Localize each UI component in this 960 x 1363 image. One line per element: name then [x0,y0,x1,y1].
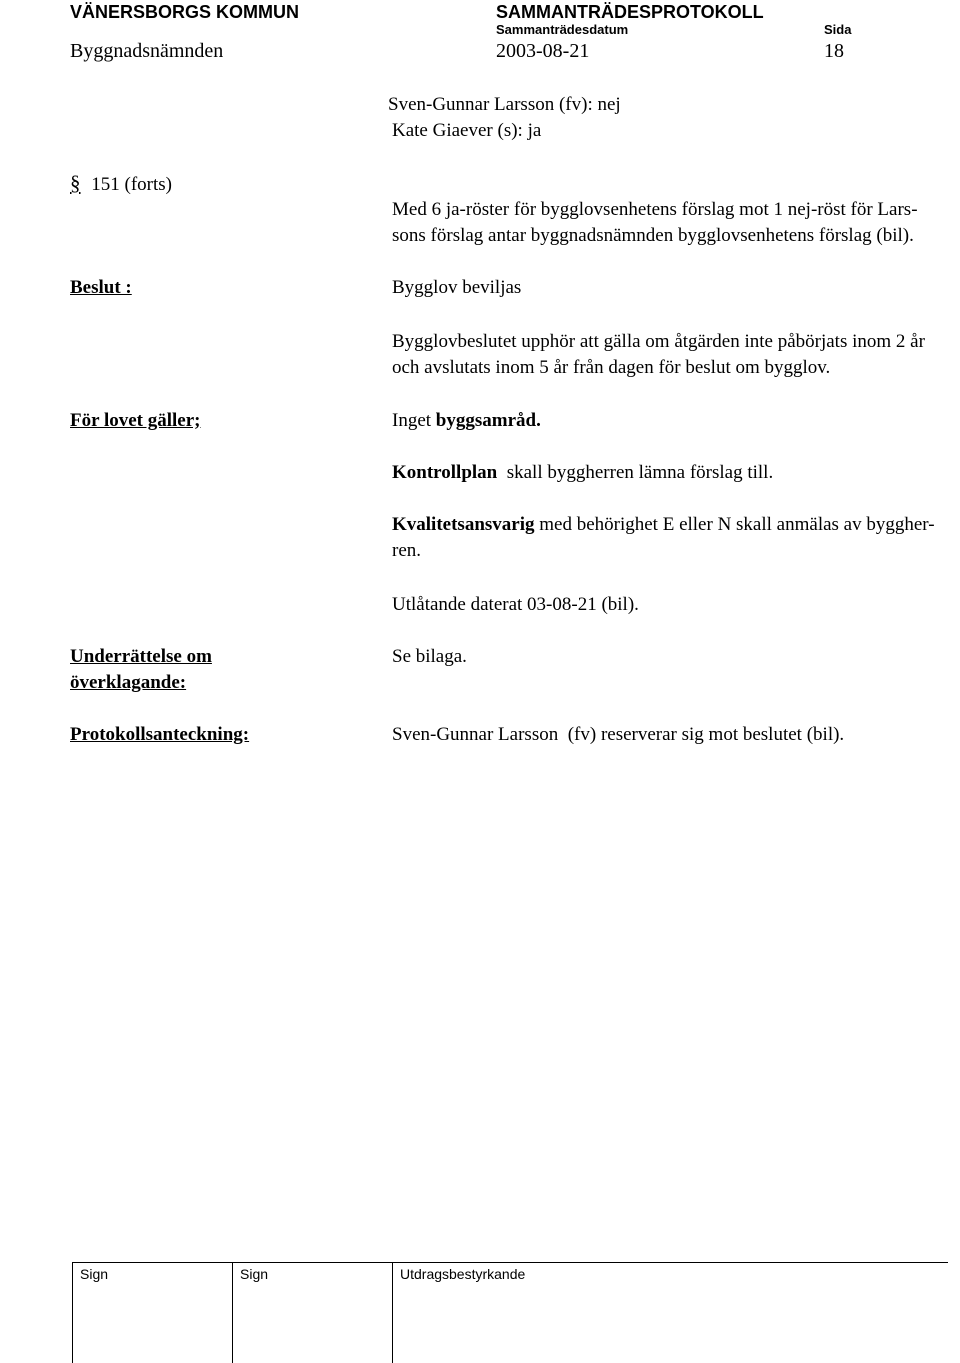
vote-result-line: sons förslag antar byggnadsnämnden bygglovsenhetens förslag (bil). [392,225,914,246]
section-symbol: § [70,171,81,195]
section-heading [70,170,172,198]
page-label: Sida [824,22,852,37]
protocol-note-text: Sven-Gunnar Larsson (fv) reserverar sig mot beslutet (bil). [392,724,845,745]
appeal-text: Se bilaga. [392,646,467,667]
vote-result-line: Med 6 ja-röster för bygglovsenhetens förslag mot 1 nej-röst för Lars- [392,199,918,220]
control-plan-term: Kontrollplan [392,462,498,483]
statement-note: Utlåtande daterat 03-08-21 (bil). [392,594,639,615]
quality-responsible-note [392,512,952,564]
committee-name: Byggnadsnämnden [70,40,224,62]
vote-line: Kate Giaever (s): ja [392,120,542,141]
consultation-bold: byggsamråd. [435,410,541,431]
sign-field-label: Sign [240,1266,269,1282]
meeting-date: 2003-08-21 [496,40,590,62]
vote-line: Sven-Gunnar Larsson (fv): nej [388,94,621,115]
footer-rule [72,1262,948,1263]
quality-responsible-text: med behörighet E eller N skall anmälas av byggher- [534,514,935,535]
conditions-label: För lovet gäller; [70,410,201,431]
footer-divider [392,1263,393,1363]
decision-label: Beslut : [70,277,132,298]
organization-name: VÄNERSBORGS KOMMUN [70,2,300,22]
appeal-label: Underrättelse om [70,646,212,667]
page-number: 18 [824,40,844,62]
footer-divider [232,1263,233,1363]
sign-field-label: Sign [80,1266,109,1282]
protocol-note-label: Protokollsanteckning: [70,724,250,745]
control-plan-note [392,460,773,486]
validity-text [392,329,952,381]
appeal-label-cont: överklagande: [70,672,187,693]
vote-result [392,197,952,249]
document-type: SAMMANTRÄDESPROTOKOLL [496,2,764,22]
consultation-prefix: Inget [392,410,436,431]
section-title: 151 (forts) [91,174,172,195]
date-label: Sammanträdesdatum [496,22,629,37]
validity-line: och avslutats inom 5 år från dagen för beslut om bygglov. [392,357,831,378]
quality-responsible-term: Kvalitetsansvarig [392,514,535,535]
consultation-note [392,408,541,434]
quality-responsible-text-cont: ren. [392,540,422,561]
validity-line: Bygglovbeslutet upphör att gälla om åtgärden inte påbörjats inom 2 år [392,331,925,352]
certification-field-label: Utdragsbestyrkande [400,1266,526,1282]
footer-divider [72,1263,73,1363]
decision-text: Bygglov beviljas [392,277,522,298]
control-plan-text: skall byggherren lämna förslag till. [497,462,774,483]
